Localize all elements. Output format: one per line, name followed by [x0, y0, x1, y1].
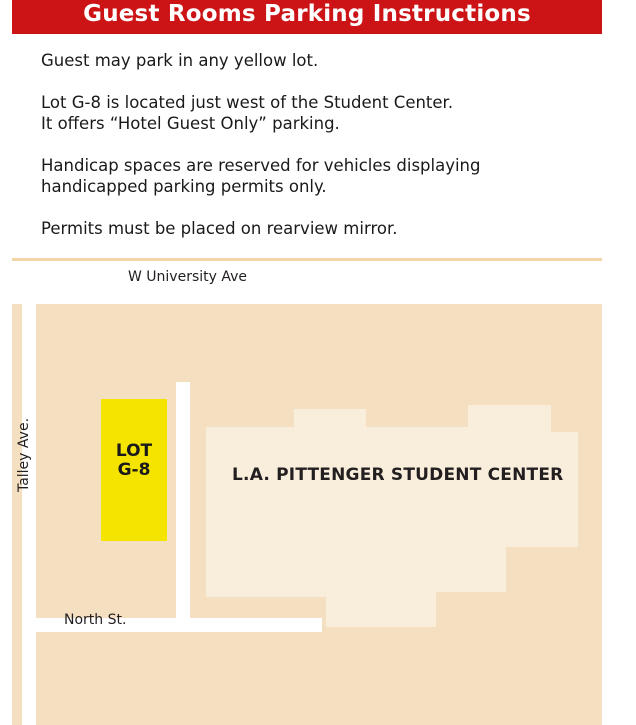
road-talley-ave	[22, 280, 36, 725]
instruction-line: It offers “Hotel Guest Only” parking.	[41, 114, 340, 133]
student-center-building	[206, 397, 578, 627]
instructions-block	[41, 50, 601, 239]
page-header-banner	[12, 0, 602, 34]
student-center-label: L.A. PITTENGER STUDENT CENTER	[232, 465, 564, 485]
street-label-w-university-ave: W University Ave	[128, 269, 248, 285]
street-label-north-st: North St.	[64, 612, 127, 628]
lot-label-line2: G-8	[117, 460, 151, 480]
instruction-paragraph	[41, 155, 601, 197]
section-divider	[12, 258, 602, 261]
road-w-university-ave	[12, 280, 602, 304]
instruction-line: Handicap spaces are reserved for vehicles displaying	[41, 156, 481, 175]
instruction-line: Lot G-8 is located just west of the Student Center.	[41, 93, 454, 112]
instruction-paragraph	[41, 92, 601, 134]
street-label-talley-ave: Talley Ave.	[16, 417, 32, 493]
instruction-line: handicapped parking permits only.	[41, 177, 327, 196]
road-campus-drive	[176, 382, 190, 632]
parking-lot-g8-label	[101, 442, 167, 480]
campus-map	[0, 262, 636, 725]
instruction-line: Guest may park in any yellow lot.	[41, 51, 319, 70]
instruction-line: Permits must be placed on rearview mirror.	[41, 219, 398, 238]
instruction-paragraph	[41, 218, 601, 239]
lot-label-line1: LOT	[115, 441, 153, 461]
instruction-paragraph	[41, 50, 601, 71]
page-title: Guest Rooms Parking Instructions	[83, 1, 531, 27]
